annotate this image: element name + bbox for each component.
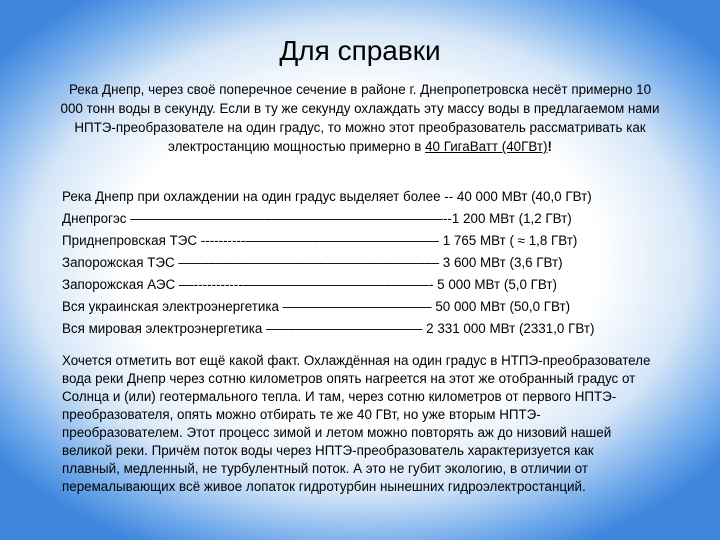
intro-paragraph [60, 80, 660, 156]
slide-title: Для справки [279, 35, 441, 66]
list-item: Вся мировая электроэнергетика ––––––––––––––––––––– 2 331 000 МВт (2331,0 ГВт) [62, 321, 595, 336]
intro-power-value: 40 ГигаВатт (40ГВт) [425, 139, 548, 154]
conclusion-paragraph: Хочется отметить вот ещё какой факт. Охлаждённая на один градус в НТПЭ-преобразователе вода реки Днепр через сотню километров опять нагреется на этот же отобранный градус от Солнца и (или) геотермального тепла. И там, через сотню километров от первого НПТЭ-преобразователя, опять можно отбирать те же 40 ГВт, но уже вторым НПТЭ-преобразователем. Этот процесс зимой и летом можно повторять аж до низовий нашей великой реки. Причём поток воды через НПТЭ-преобразователь характеризуется как плавный, медленный, не турбулентный поток. А это не губит экологию, в отличии от перемалывающих всё живое лопаток гидротурбин нынешних гидроэлектростанций. [62, 353, 651, 494]
intro-text: Река Днепр, через своё поперечное сечение в районе г. Днепропетровска несёт примерно 10 000 тонн воды в секунду. Если в ту же секунду охлаждать эту массу воды в предлагаемом нами НПТЭ-преобразователе на один градус, то можно этот преобразователь рассматривать как электростанцию мощностью примерно в [60, 82, 660, 154]
list-item: Запорожская АЭС ––-----------–––––––––––––––––––––––––- 5 000 МВт (5,0 ГВт) [62, 277, 558, 292]
list-item: Приднепровская ТЭС ----------–––––––––––––––––––––––––– 1 765 МВт ( ≈ 1,8 ГВт) [62, 233, 578, 248]
list-item: Запорожская ТЭС ––––––––––––––––––––––––––––––––––– 3 600 МВт (3,6 ГВт) [62, 255, 563, 270]
intro-exclamation: ! [547, 139, 552, 154]
list-item: Днепрогэс ––––––––––––––––––––––––––––––––––––––––––--1 200 МВт (1,2 ГВт) [62, 211, 572, 226]
comparison-list [62, 186, 662, 340]
list-item: Река Днепр при охлаждении на один градус выделяет более -- 40 000 МВт (40,0 ГВт) [62, 189, 592, 204]
list-item: Вся украинская электроэнергетика –––––––––––––––––––– 50 000 МВт (50,0 ГВт) [62, 299, 571, 314]
